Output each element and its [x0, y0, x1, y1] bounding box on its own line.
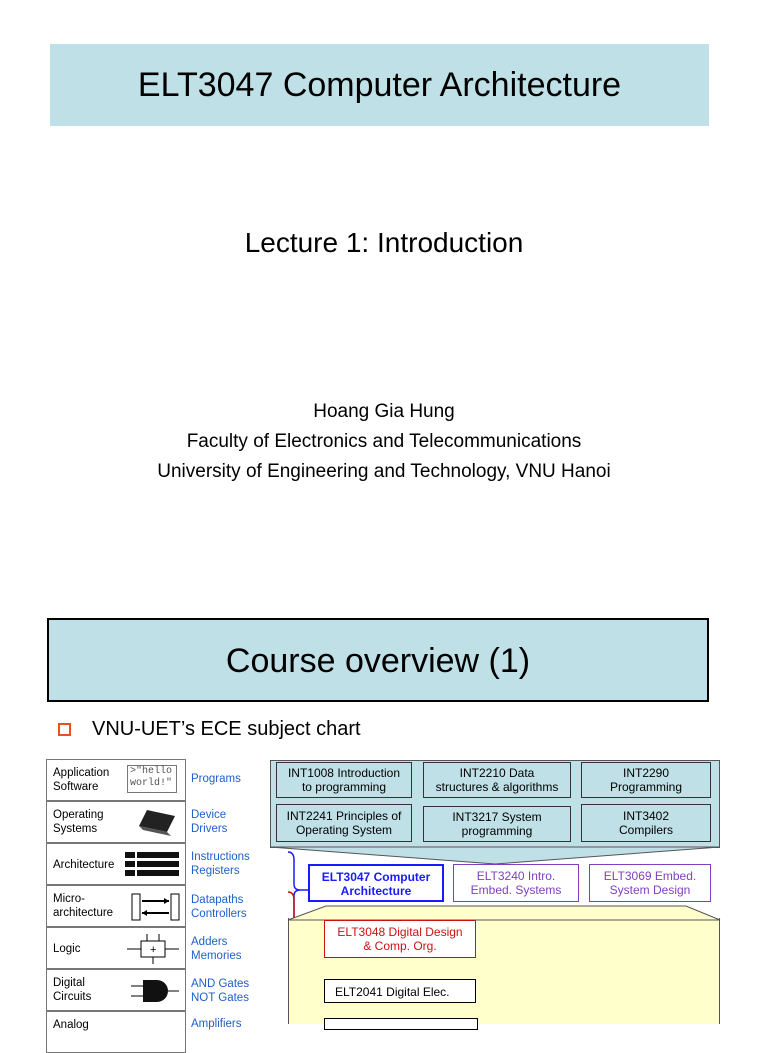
- course-elt3069: ELT3069 Embed. System Design: [589, 864, 711, 902]
- layer-label: Architecture: [53, 859, 115, 871]
- layer-label: Analog: [53, 1019, 89, 1031]
- layer-detail-os: Device Drivers: [191, 809, 228, 835]
- course-elt3240: ELT3240 Intro. Embed. Systems: [453, 864, 579, 902]
- datapath-icon: [131, 892, 181, 922]
- layer-detail-circuits: AND Gates NOT Gates: [191, 978, 250, 1004]
- course-int2241: INT2241 Principles of Operating System: [276, 804, 412, 842]
- adder-icon: [125, 932, 183, 966]
- layer-digital-circuits: [46, 969, 186, 1011]
- author-faculty: Faculty of Electronics and Telecommunications: [186, 431, 582, 452]
- layer-detail-micro: Datapaths Controllers: [191, 894, 247, 920]
- svg-text:+: +: [150, 944, 157, 956]
- layer-application: [46, 759, 186, 801]
- layer-detail-logic: Adders Memories: [191, 936, 242, 962]
- layer-label: Application Software: [53, 767, 110, 793]
- and-gate-icon: [129, 976, 181, 1006]
- course-elt3047: ELT3047 Computer Architecture: [308, 864, 444, 902]
- layer-analog: [46, 1011, 186, 1053]
- layer-detail-analog: Amplifiers: [191, 1018, 242, 1030]
- registers-icon: [125, 852, 181, 878]
- layer-label: Digital Circuits: [53, 977, 92, 1003]
- author-university: University of Engineering and Technology, VNU Hanoi: [157, 461, 611, 482]
- course-int3402: INT3402 Compilers: [581, 804, 711, 842]
- overview-title: Course overview (1): [225, 642, 531, 680]
- course-partial-box: [324, 1018, 478, 1030]
- course-elt3048: ELT3048 Digital Design & Comp. Org.: [324, 920, 476, 958]
- layer-label: Logic: [53, 943, 81, 955]
- course-int1008: INT1008 Introduction to programming: [276, 762, 412, 798]
- layer-detail-arch: Instructions Registers: [191, 851, 250, 877]
- square-bullet-icon: [58, 723, 71, 736]
- layer-detail-programs: Programs: [191, 773, 241, 785]
- course-int3217: INT3217 System programming: [423, 806, 571, 842]
- slide-title: ELT3047 Computer Architecture: [137, 66, 622, 104]
- author-name: Hoang Gia Hung: [313, 401, 455, 422]
- bullet-text: VNU-UET’s ECE subject chart: [92, 718, 361, 740]
- layer-label: Micro- architecture: [53, 893, 114, 919]
- layer-microarchitecture: [46, 885, 186, 927]
- hello-world-code: >"hello world!": [127, 765, 177, 793]
- layer-os: [46, 801, 186, 843]
- layer-logic: [46, 927, 186, 969]
- overview-banner: [47, 618, 709, 702]
- course-int2210: INT2210 Data structures & algorithms: [423, 762, 571, 798]
- layer-architecture: [46, 843, 186, 885]
- layer-label: Operating Systems: [53, 809, 104, 835]
- funnel-arrow: [270, 846, 722, 866]
- title-banner: [50, 44, 709, 126]
- course-int2290: INT2290 Programming: [581, 762, 711, 798]
- course-elt2041: ELT2041 Digital Elec.: [324, 979, 476, 1003]
- lecture-subtitle: Lecture 1: Introduction: [244, 227, 524, 258]
- laptop-icon: [135, 808, 181, 838]
